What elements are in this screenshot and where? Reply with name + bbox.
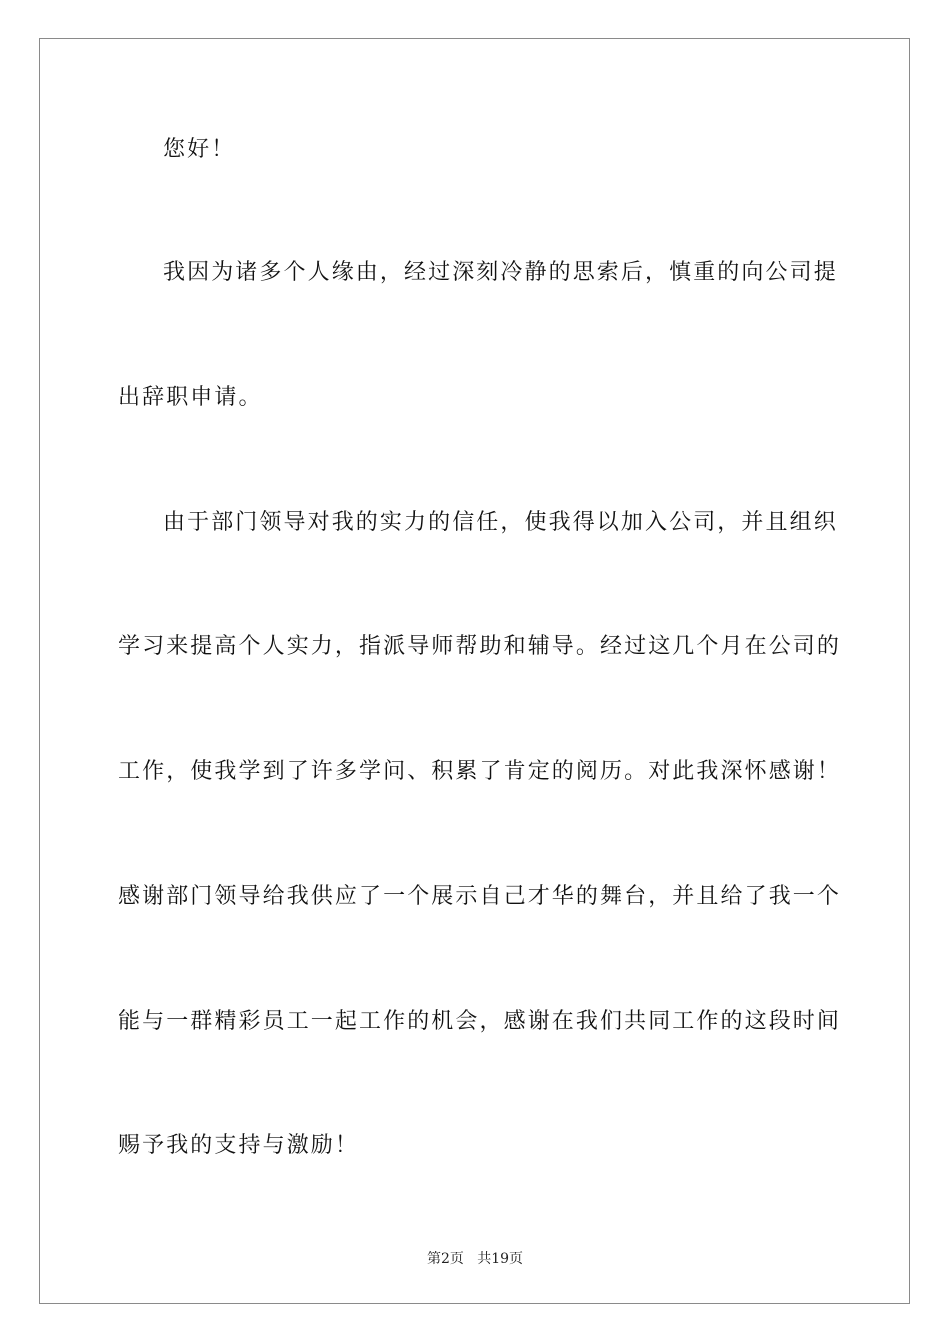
paragraph-line: 出辞职申请。: [118, 385, 263, 410]
paragraph-line: 赐予我的支持与激励！: [118, 1133, 360, 1158]
page-number-footer: 第2页 共19页: [426, 1251, 524, 1267]
paragraph-line: 工作，使我学到了许多学问、积累了肯定的阅历。对此我深怀感谢！: [118, 759, 842, 784]
paragraph-line: 由于部门领导对我的实力的信任，使我得以加入公司，并且组织: [163, 510, 838, 535]
paragraph-line: 感谢部门领导给我供应了一个展示自己才华的舞台，并且给了我一个: [118, 884, 842, 909]
paragraph-line: 能与一群精彩员工一起工作的机会，感谢在我们共同工作的这段时间: [118, 1009, 842, 1034]
page-frame: [39, 38, 910, 1304]
greeting-line: 您好！: [163, 137, 236, 162]
paragraph-line: 学习来提高个人实力，指派导师帮助和辅导。经过这几个月在公司的: [118, 634, 842, 659]
paragraph-line: 我因为诸多个人缘由，经过深刻冷静的思索后，慎重的向公司提: [163, 260, 838, 285]
